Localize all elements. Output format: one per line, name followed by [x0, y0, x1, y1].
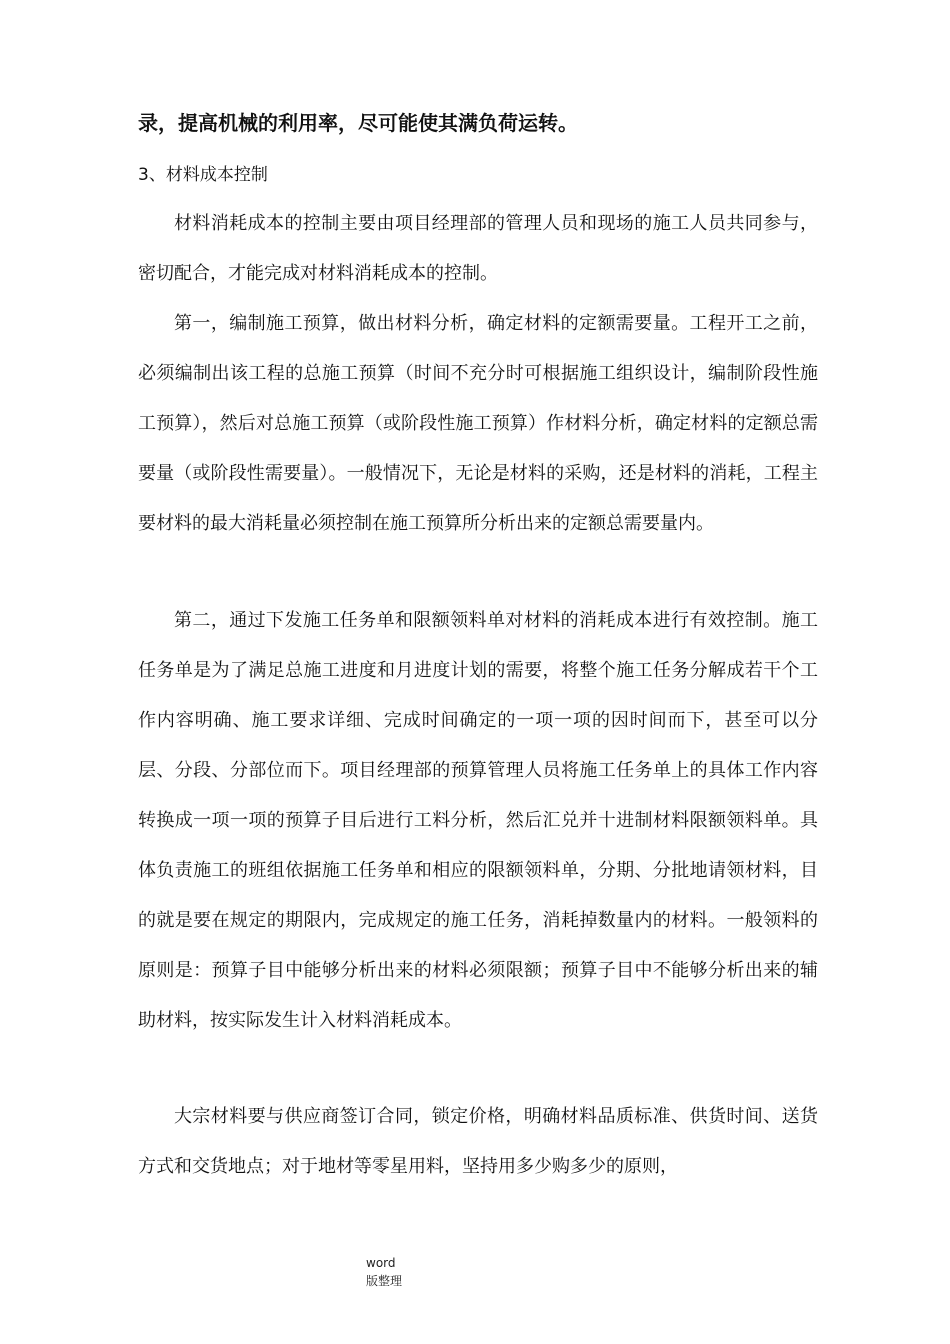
section-heading: 3、材料成本控制	[138, 165, 268, 185]
body-text-first	[138, 299, 818, 549]
paragraph-bulk-materials: 大宗材料要与供应商签订合同，锁定价格，明确材料品质标准、供货时间、送货方式和交货地点；对于地材等零星用料，坚持用多少购多少的原则，	[138, 1106, 818, 1177]
body-text-bulk	[138, 1092, 818, 1192]
footer-note: 版整理	[366, 1274, 403, 1288]
body-text-second	[138, 596, 818, 1046]
continued-line: 录，提高机械的利用率，尽可能使其满负荷运转。	[138, 111, 578, 135]
body-text	[138, 199, 818, 299]
paragraph-material-control: 材料消耗成本的控制主要由项目经理部的管理人员和现场的施工人员共同参与，密切配合，才能完成对材料消耗成本的控制。	[138, 213, 818, 284]
page-footer	[366, 1254, 446, 1290]
paragraph-first-point: 第一，编制施工预算，做出材料分析，确定材料的定额需要量。工程开工之前，必须编制出该工程的总施工预算（时间不充分时可根据施工组织设计，编制阶段性施工预算），然后对总施工预算（或阶段性施工预算）作材料分析，确定材料的定额总需要量（或阶段性需要量）。一般情况下，无论是材料的采购，还是材料的消耗，工程主要材料的最大消耗量必须控制在施工预算所分析出来的定额总需要量内。	[138, 313, 818, 534]
footer-word: word	[366, 1256, 396, 1270]
paragraph-second-point: 第二，通过下发施工任务单和限额领料单对材料的消耗成本进行有效控制。施工任务单是为了满足总施工进度和月进度计划的需要，将整个施工任务分解成若干个工作内容明确、施工要求详细、完成时间确定的一项一项的因时间而下，甚至可以分层、分段、分部位而下。项目经理部的预算管理人员将施工任务单上的具体工作内容转换成一项一项的预算子目后进行工料分析，然后汇兑并十进制材料限额领料单。具体负责施工的班组依据施工任务单和相应的限额领料单，分期、分批地请领材料，目的就是要在规定的期限内，完成规定的施工任务，消耗掉数量内的材料。一般领料的原则是：预算子目中能够分析出来的材料必须限额；预算子目中不能够分析出来的辅助材料，按实际发生计入材料消耗成本。	[138, 610, 818, 1031]
